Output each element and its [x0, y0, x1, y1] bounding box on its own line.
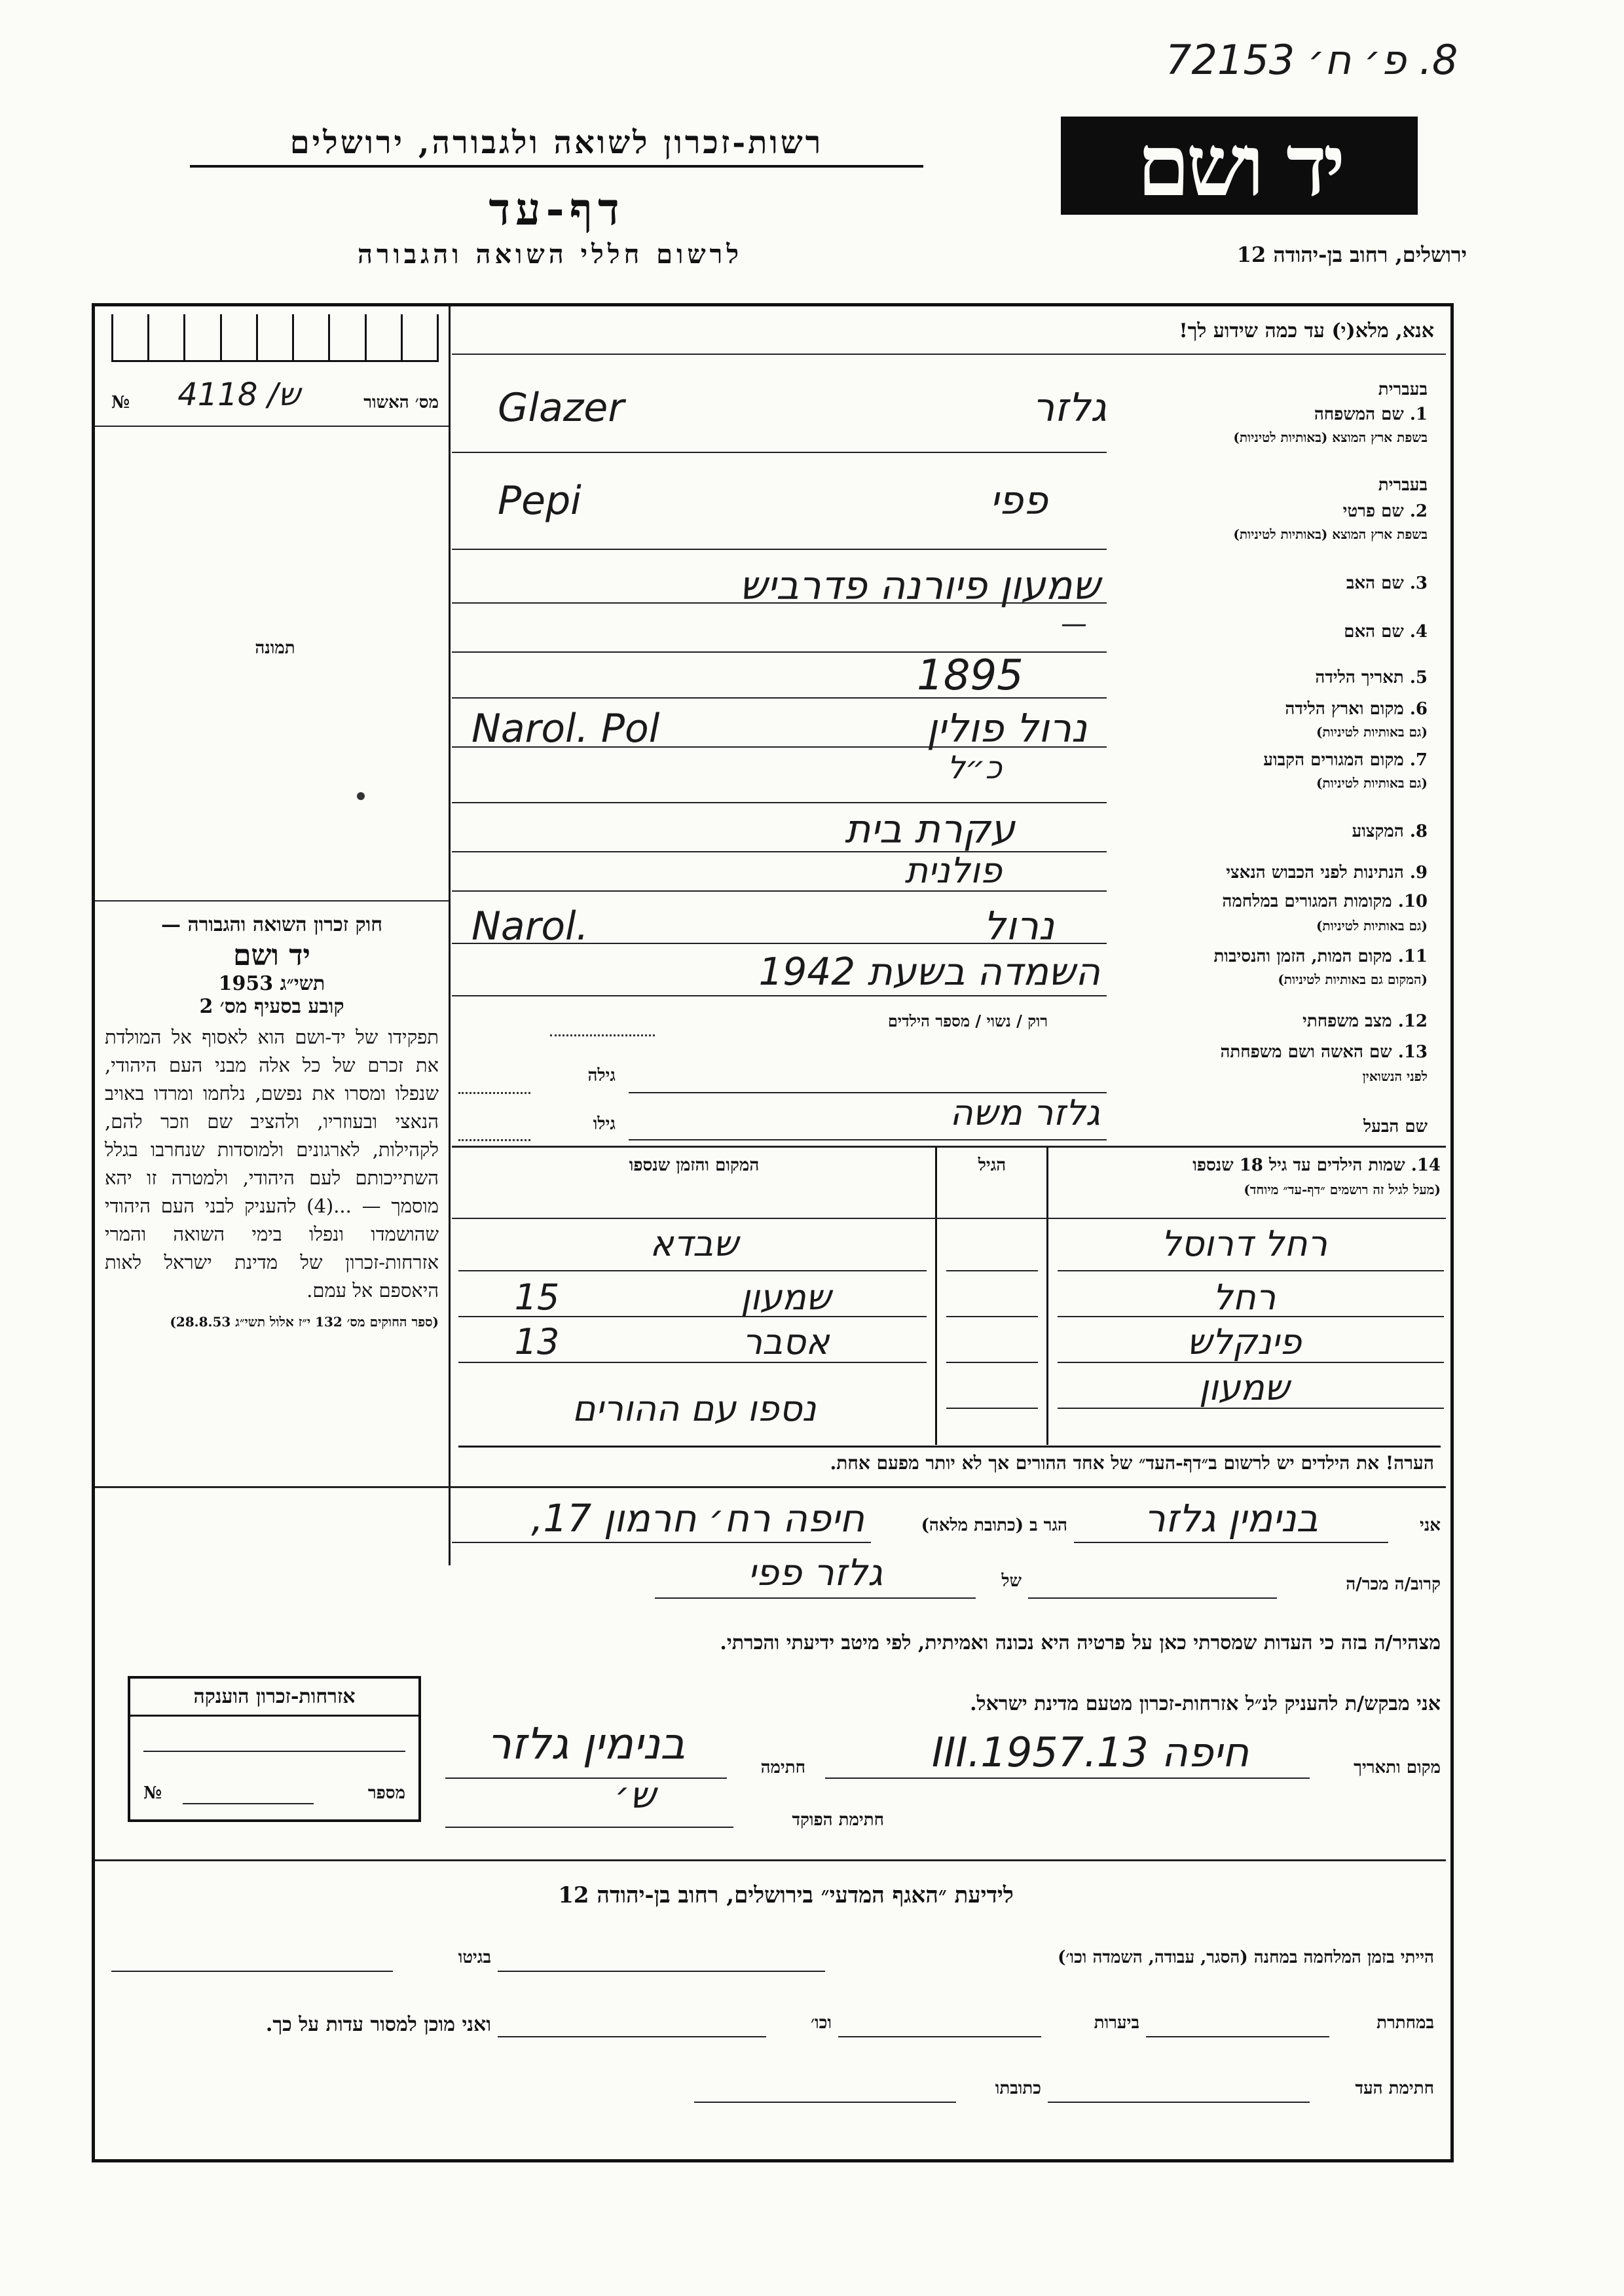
field-6-label: 6. מקום וארץ הלידה	[1285, 699, 1428, 719]
request-text: אני מבקש/ת להעניק לנ״ל אזרחות-זכרון מטעם מדינת ישראל.	[970, 1692, 1441, 1715]
witness-line2d: ואני מוכן למסור עדות על כך.	[265, 2013, 491, 2036]
field-9-value: פולנית	[904, 850, 1002, 891]
field-12-label: 12. מצב משפחתי	[1302, 1011, 1428, 1031]
field-2-latin: Pepi	[498, 478, 581, 524]
witness-line2c: וכו׳	[810, 2013, 832, 2033]
child-4-name: שמעון	[1198, 1367, 1290, 1408]
field-7-label: 7. מקום המגורים הקבוע	[1263, 750, 1428, 770]
law-box	[105, 913, 439, 1330]
field-6-hebrew: נרול פולין	[926, 706, 1087, 752]
field-2-tag: בעברית	[1378, 475, 1428, 495]
field-8-label: 8. המקצוע	[1352, 822, 1428, 841]
field-4-value: —	[1061, 609, 1087, 639]
official-signature-label: חתימת הפוקד	[792, 1810, 884, 1830]
child-2-age: 15	[514, 1277, 560, 1318]
field-10-hebrew: נרול	[983, 903, 1054, 949]
field-10-sub: (גם באותיות לטיניות)	[1316, 918, 1428, 934]
witness-title: לידיעת ״האגף המדעי״ בירושלים, רחוב בן-יהודה 12	[558, 1882, 1014, 1908]
field-10-label: 10. מקומות המגורים במלחמה	[1222, 892, 1428, 911]
witness-sign-label: חתימת העד	[1355, 2079, 1434, 2098]
law-title: חוק זכרון השואה והגבורה —	[161, 913, 382, 936]
field-2-sub: בשפת ארץ המוצא (באותיות לטיניות)	[1233, 526, 1428, 542]
remark-text: הערה! את הילדים יש לרשום ב״דף-העד״ של אחד ההורים אך לא יותר מפעם אחת.	[830, 1452, 1434, 1474]
declarant-name: בנימין גלזר	[1143, 1496, 1318, 1540]
children-title: 14. שמות הילדים עד גיל 18 שנספו	[1192, 1156, 1441, 1175]
photo-label: תמונה	[255, 638, 295, 658]
field-6-latin: Narol. Pol	[471, 706, 660, 752]
field-6-sub: (גם באותיות לטיניות)	[1316, 724, 1428, 740]
place-date-label: מקום ותאריך	[1354, 1758, 1441, 1777]
place-date-value: חיפה 13.III.1957	[931, 1728, 1249, 1776]
no-sign: №	[111, 393, 130, 412]
instruction-text: אנא, מלא(י) עד כמה שידוע לך!	[1179, 319, 1434, 342]
resides-label: הגר ב (כתובת מלאה)	[921, 1516, 1067, 1535]
child-2-place: שמעון	[740, 1277, 832, 1318]
field-1-sub: בשפת ארץ המוצא (באותיות לטיניות)	[1233, 429, 1428, 445]
field-1-label: 1. שם המשפחה	[1314, 405, 1428, 424]
declarant-address: חיפה רח׳ חרמון 17,	[531, 1496, 864, 1540]
field-3-label: 3. שם האב	[1346, 574, 1428, 593]
field-11-sub: (המקום גם באותיות לטיניות)	[1278, 972, 1428, 987]
sidebar-divider	[449, 305, 451, 1565]
children-age-header: הגיל	[978, 1156, 1006, 1175]
child-3-place: אסבר	[742, 1321, 830, 1362]
children-note: (מעל לגיל זה רושמים ״דף-עד״ מיוחד)	[1244, 1182, 1441, 1197]
field-9-label: 9. הנתינות לפני הכבוש הנאצי	[1226, 863, 1428, 883]
witness-address-label: כתובתו	[995, 2079, 1041, 2098]
witness-line1a: הייתי בזמן המלחמה במחנה (הסגר, עבודה, השמדה וכו׳)	[1058, 1948, 1434, 1967]
authority-name: רשות-זכרון לשואה ולגבורה, ירושלים	[190, 124, 923, 168]
husband-label: שם הבעל	[1363, 1117, 1428, 1137]
wife-age-label: גילה	[587, 1066, 616, 1085]
address-header: ירושלים, רחוב בן-יהודה 12	[1236, 242, 1467, 267]
field-5-label: 5. תאריך הלידה	[1315, 668, 1428, 687]
yad-vashem-logo: יד ושם	[1061, 117, 1418, 215]
relation-label: קרוב/ה מכר/ה	[1346, 1575, 1441, 1594]
signature-value: בנימין גלזר	[487, 1719, 686, 1769]
field-2-label: 2. שם פרטי	[1342, 501, 1428, 521]
law-body: תפקידו של יד-ושם הוא לאסוף אל המולדת את זכרם של כל אלה מבני העם היהודי, שנפלו ומסרו את נפשם, נלחמו ומרדו באויב הנאצי ובעוזריו, ולהציב שם וזכר להם, לקהילות, לארגונים ולמוסדות שנחרבו בגלל השתייכותם לעם היהודי, ולמטרה זו יהא מוסמך — ...(4) להעניק לבני העם היהודי שהושמדו ונפלו בימי השואה והמרי אזרחות-זכרון של מדינת ישראל לאות היאספם אל עמם.	[105, 1026, 439, 1302]
law-name: יד ושם	[233, 939, 310, 972]
memorial-box-no-sign: №	[143, 1783, 162, 1803]
field-1-latin: Glazer	[498, 385, 625, 431]
child-1-name: רחל דרוסל	[1160, 1223, 1328, 1264]
child-2-name: רחל	[1212, 1277, 1276, 1318]
signature-label: חתימה	[760, 1758, 805, 1777]
field-10-latin: Narol.	[471, 903, 589, 949]
field-1-tag: בעברית	[1378, 380, 1428, 399]
memorial-box-title: אזרחות-זכרון הוענקה	[130, 1679, 418, 1717]
relation-of-value: גלזר פפי	[747, 1552, 883, 1594]
law-source: (ספר החוקים מס׳ 132 י״ז אלול תשי״ג 28.8.53)	[170, 1314, 439, 1330]
declarant-i-label: אני	[1420, 1516, 1441, 1535]
law-year: תשי״ג 1953	[218, 972, 325, 995]
field-13-sub: לפני הנשואין	[1362, 1068, 1428, 1084]
punch-hole	[357, 792, 365, 800]
children-place-header: המקום והזמן שנספו	[629, 1156, 760, 1175]
witness-line2b: ביערות	[1094, 2013, 1139, 2033]
approval-label: מס׳ האשור	[363, 393, 439, 412]
child-3-name: פינקלש	[1187, 1321, 1302, 1362]
memorial-citizenship-box	[128, 1676, 421, 1822]
witness-line1b: בגיטו	[458, 1948, 491, 1967]
field-1-hebrew: גלזר	[1032, 385, 1107, 431]
approval-number: ש/ 4118	[177, 376, 301, 413]
witness-line2a: במחתרת	[1376, 2013, 1434, 2033]
field-12-options: רוק / נשוי / מספר הילדים	[887, 1011, 1048, 1030]
husband-value: גלזר משה	[950, 1092, 1100, 1133]
field-4-label: 4. שם האם	[1344, 622, 1428, 642]
of-label: של	[1001, 1571, 1022, 1591]
form-title: דף-עד	[489, 183, 625, 236]
field-11-value: השמדה בשעת 1942	[758, 949, 1100, 994]
field-3-value: שמעון פיורנה פדרביש	[739, 563, 1100, 609]
corner-note: 8. פ׳ ח׳ 72153	[1166, 36, 1458, 84]
field-11-label: 11. מקום המות, הזמן והנסיבות	[1213, 947, 1428, 966]
field-2-hebrew: פפי	[989, 478, 1048, 524]
child-4-place: נספו עם ההורים	[572, 1388, 817, 1429]
field-7-sub: (גם באותיות לטיניות)	[1316, 775, 1428, 791]
field-8-value: עקרת בית	[844, 807, 1015, 852]
field-5-value: 1895	[917, 651, 1024, 700]
child-1-place: שבדא	[650, 1223, 739, 1264]
husband-age-label: גילו	[593, 1114, 616, 1134]
law-clause: קובע בסעיף מס׳ 2	[199, 995, 344, 1018]
declaration-text: מצהיר/ה בזה כי העדות שמסרתי כאן על פרטיה היא נכונה ואמיתית, לפי מיטב ידיעתי והכרתי.	[720, 1631, 1441, 1654]
field-7-value: כ״ל	[947, 750, 1002, 786]
form-subtitle: לרשום חללי השואה והגבורה	[357, 239, 743, 270]
official-signature-value: ש׳	[614, 1774, 656, 1817]
field-13-label: 13. שם האשה ושם משפחתה	[1220, 1042, 1428, 1062]
memorial-box-number-label: מספר	[367, 1783, 405, 1803]
child-3-age: 13	[514, 1321, 560, 1362]
approval-tick-box	[111, 314, 439, 373]
